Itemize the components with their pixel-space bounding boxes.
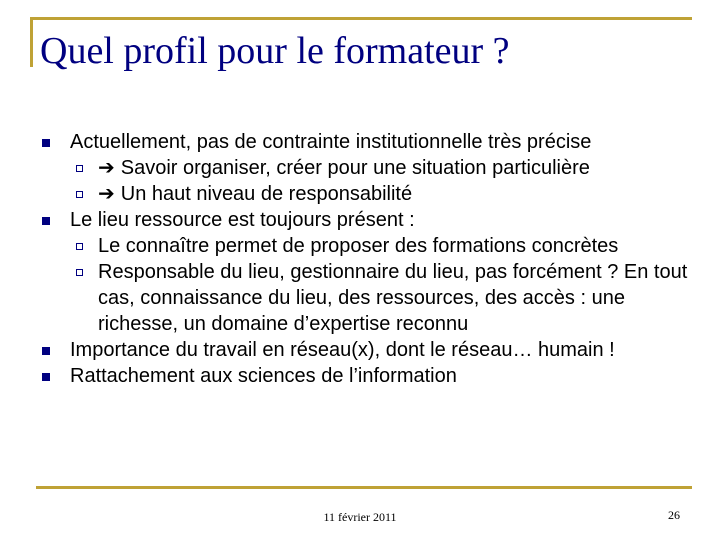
sub-bullet-text: Le connaître permet de proposer des formations concrètes: [98, 235, 619, 257]
sub-bullet-item: [40, 233, 700, 259]
square-bullet-icon: [42, 217, 50, 225]
hollow-square-bullet-icon: [76, 165, 83, 172]
hollow-square-bullet-icon: [76, 191, 83, 198]
hollow-square-bullet-icon: [76, 269, 83, 276]
arrow-right-icon: ➔: [98, 183, 115, 205]
frame-vertical-line: [30, 17, 33, 67]
square-bullet-icon: [42, 139, 50, 147]
page-number: 26: [668, 508, 680, 522]
sub-bullet-text: Responsable du lieu, gestionnaire du lieu, pas forcément ? En tout cas, connaissance du lieu, des ressources, des accès : une richesse, un domaine d’expertise reconnu: [98, 261, 688, 335]
bullet-text: Importance du travail en réseau(x), dont le réseau… humain !: [70, 339, 615, 361]
sub-bullet-item: [40, 259, 700, 337]
sub-bullet-text: Un haut niveau de responsabilité: [120, 183, 413, 205]
square-bullet-icon: [42, 373, 50, 381]
bullet-item: [40, 129, 700, 155]
sub-bullet-text: Savoir organiser, créer pour une situation particulière: [120, 157, 590, 179]
footer-rule: [36, 486, 692, 489]
frame-top-line: [30, 17, 692, 20]
bullet-item: [40, 363, 700, 389]
hollow-square-bullet-icon: [76, 243, 83, 250]
footer-date: 11 février 2011: [323, 510, 397, 524]
bullet-item: [40, 207, 700, 233]
sub-bullet-item: [40, 155, 700, 181]
bullet-item: [40, 337, 700, 363]
slide-title: Quel profil pour le formateur ?: [40, 30, 510, 72]
bullet-text: Actuellement, pas de contrainte institutionnelle très précise: [70, 131, 592, 153]
bullet-text: Rattachement aux sciences de l’information: [70, 365, 457, 387]
slide-body: [40, 129, 700, 389]
square-bullet-icon: [42, 347, 50, 355]
sub-bullet-item: [40, 181, 700, 207]
bullet-text: Le lieu ressource est toujours présent :: [70, 209, 415, 231]
arrow-right-icon: ➔: [98, 157, 115, 179]
